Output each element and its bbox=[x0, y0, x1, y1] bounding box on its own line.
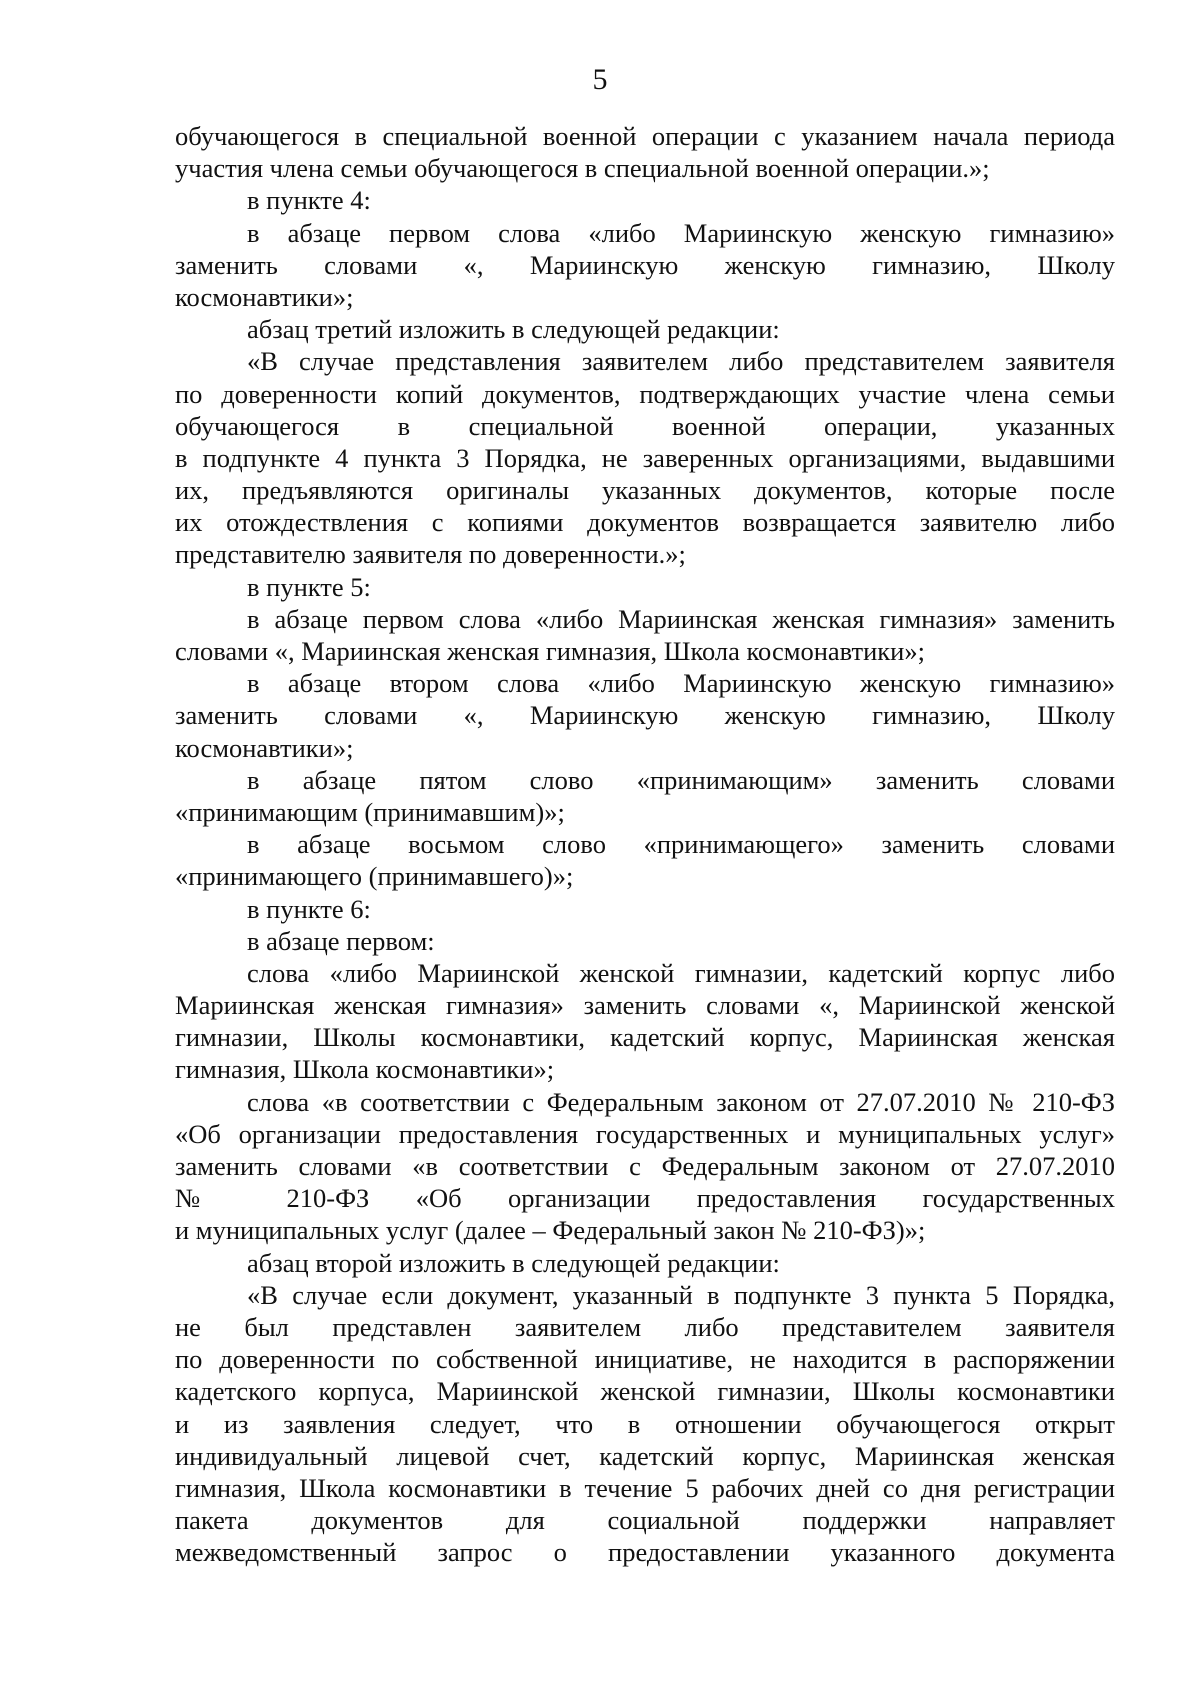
page-number: 5 bbox=[592, 63, 608, 96]
text-line: по доверенности по собственной инициативе, не находится в распоряжении bbox=[175, 1344, 1115, 1375]
text-line: космонавтики»; bbox=[175, 281, 354, 312]
text-line: в абзаце первом: bbox=[247, 925, 435, 956]
text-line: участия члена семьи обучающегося в специальной военной операции.»; bbox=[175, 153, 990, 184]
text-line: в пункте 6: bbox=[247, 893, 371, 924]
text-line: межведомственный запрос о предоставлении указанного документа bbox=[175, 1537, 1115, 1568]
text-line: гимназии, Школы космонавтики, кадетский корпус, Мариинская женская bbox=[175, 1022, 1115, 1053]
document-body bbox=[175, 120, 1115, 1568]
text-line: заменить словами «в соответствии с Федеральным законом от 27.07.2010 bbox=[175, 1151, 1115, 1181]
text-line: их, предъявляются оригиналы указанных документов, которые после bbox=[175, 475, 1115, 506]
text-line: заменить словами «, Мариинскую женскую гимназию, Школу bbox=[175, 700, 1115, 731]
text-line: «В случае представления заявителем либо представителем заявителя bbox=[247, 346, 1115, 377]
text-line: в пункте 4: bbox=[247, 185, 371, 216]
text-line: индивидуальный лицевой счет, кадетский корпус, Мариинская женская bbox=[175, 1440, 1115, 1471]
text-line: по доверенности копий документов, подтверждающих участие члена семьи bbox=[175, 378, 1115, 409]
text-line: «принимающего (принимавшего)»; bbox=[175, 861, 574, 892]
text-line: обучающегося в специальной военной операции, указанных bbox=[175, 410, 1115, 441]
text-line: № 210-ФЗ «Об организации предоставления государственных bbox=[175, 1183, 1115, 1214]
text-line: в абзаце первом слова «либо Мариинская женская гимназия» заменить bbox=[247, 603, 1115, 634]
text-line: в абзаце восьмом слово «принимающего» заменить словами bbox=[247, 829, 1115, 860]
text-line: в абзаце втором слова «либо Мариинскую женскую гимназию» bbox=[247, 668, 1115, 699]
text-line: гимназия, Школа космонавтики»; bbox=[175, 1054, 555, 1085]
text-line: и муниципальных услуг (далее – Федеральный закон № 210-ФЗ)»; bbox=[175, 1215, 926, 1246]
text-line: в абзаце первом слова «либо Мариинскую женскую гимназию» bbox=[247, 217, 1115, 248]
text-line: абзац второй изложить в следующей редакции: bbox=[247, 1247, 780, 1278]
text-line: космонавтики»; bbox=[175, 732, 354, 763]
text-line: Мариинская женская гимназия» заменить словами «, Мариинской женской bbox=[175, 990, 1115, 1021]
text-line: в пункте 5: bbox=[247, 571, 371, 602]
text-line: слова «либо Мариинской женской гимназии, кадетский корпус либо bbox=[247, 957, 1115, 988]
text-line: не был представлен заявителем либо представителем заявителя bbox=[175, 1311, 1115, 1342]
text-line: заменить словами «, Мариинскую женскую гимназию, Школу bbox=[175, 249, 1115, 280]
text-line: словами «, Мариинская женская гимназия, Школа космонавтики»; bbox=[175, 636, 925, 666]
text-line: «В случае если документ, указанный в подпункте 3 пункта 5 Порядка, bbox=[247, 1279, 1115, 1310]
text-line: «принимающим (принимавшим)»; bbox=[175, 796, 565, 827]
text-line: и из заявления следует, что в отношении обучающегося открыт bbox=[175, 1408, 1115, 1439]
text-line: абзац третий изложить в следующей редакции: bbox=[247, 314, 780, 345]
text-line: их отождествления с копиями документов возвращается заявителю либо bbox=[175, 507, 1115, 538]
text-line: гимназия, Школа космонавтики в течение 5 рабочих дней со дня регистрации bbox=[175, 1472, 1115, 1503]
text-line: в абзаце пятом слово «принимающим» заменить словами bbox=[247, 764, 1115, 795]
text-line: «Об организации предоставления государственных и муниципальных услуг» bbox=[175, 1118, 1115, 1149]
text-line: обучающегося в специальной военной операции с указанием начала периода bbox=[175, 121, 1115, 151]
text-line: в подпункте 4 пункта 3 Порядка, не заверенных организациями, выдавшими bbox=[175, 442, 1115, 473]
text-line: пакета документов для социальной поддержки направляет bbox=[175, 1505, 1115, 1536]
text-line: представителю заявителя по доверенности.»; bbox=[175, 539, 686, 570]
text-line: кадетского корпуса, Мариинской женской гимназии, Школы космонавтики bbox=[175, 1376, 1115, 1407]
text-line: слова «в соответствии с Федеральным законом от 27.07.2010 № 210-ФЗ bbox=[247, 1086, 1115, 1117]
